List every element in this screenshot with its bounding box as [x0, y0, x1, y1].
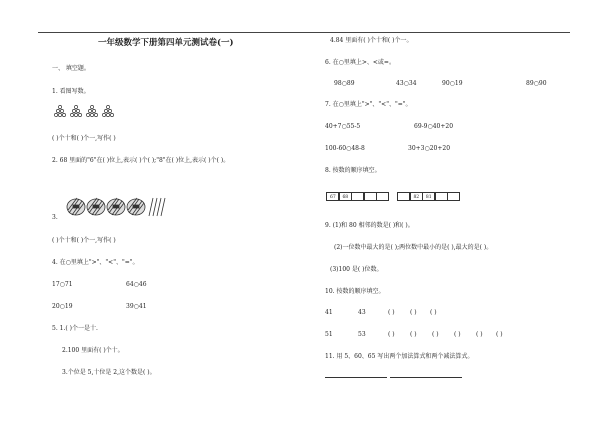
answer-blank-2 [390, 377, 462, 378]
q6-item-1: 98○89 [334, 80, 355, 87]
q10-row1-cell: ( ) [430, 309, 437, 316]
q5-item-3: 3.个位是 5,十位是 2,这个数是( )。 [62, 369, 156, 376]
q10-row1-cell: ( ) [388, 309, 395, 316]
dot-triangle-4 [102, 105, 113, 116]
page-title: 一年级数学下册第四单元测试卷(一) [98, 38, 234, 48]
seq-b-cell [397, 192, 410, 201]
q6-item-2: 43○34 [396, 80, 417, 87]
q10-row2-cell: ( ) [454, 331, 461, 338]
stick-bundles-figure [66, 196, 166, 218]
triangle-dots-figure [54, 105, 124, 119]
stick-bundle-1 [67, 198, 85, 215]
seq-a-cell [376, 192, 389, 201]
q10-row1-cell: 43 [358, 309, 366, 316]
seq-b-cell: 82 [410, 192, 423, 201]
q4-compare-a2: 64○46 [126, 281, 147, 288]
q6-item-4: 89○90 [526, 80, 547, 87]
q10-row2-cell: ( ) [410, 331, 417, 338]
q8-sequence-b [398, 192, 460, 201]
stick-bundle-3 [107, 198, 125, 215]
loose-sticks [149, 198, 165, 216]
stick-bundle-2 [87, 198, 105, 215]
stick-bundle-4 [127, 198, 145, 215]
q7-compare-a1: 40+7○55-5 [325, 123, 361, 130]
q4-compare-b2: 39○41 [126, 303, 147, 310]
q10-row2-cell: ( ) [388, 331, 395, 338]
seq-b-cell [447, 192, 460, 201]
q1-answer-line: ( )个十和( )个一,写作( ) [52, 135, 116, 142]
q2-text: 2. 68 里面的"6"在( )位上,表示( )个( );"8"在( )位上,表示( )个( )。 [52, 157, 230, 164]
dot-triangle-2 [70, 105, 81, 116]
q5-item-1: 5. 1.( )个一是十. [52, 325, 98, 332]
q6-label: 6. 在○里填上>、<或=。 [325, 59, 395, 66]
q4-label: 4. 在○里填上">"、"<"、"="。 [52, 259, 139, 266]
seq-a-cell [364, 192, 377, 201]
q6-item-3: 90○19 [442, 80, 463, 87]
q7-compare-b2: 30+3○20+20 [408, 145, 451, 152]
q1-label: 1. 看图写数。 [52, 88, 90, 95]
q10-row2-cell: ( ) [432, 331, 439, 338]
seq-a-cell [351, 192, 364, 201]
seq-b-cell [435, 192, 448, 201]
q10-row2-cell: ( ) [496, 331, 503, 338]
q4-compare-b1: 20○19 [52, 303, 73, 310]
q10-row2-cell: 53 [358, 331, 366, 338]
q10-row1-cell: ( ) [410, 309, 417, 316]
dot-triangle-3 [86, 105, 97, 116]
q4-84-text: 4.84 里面有( )个十和( )个一。 [330, 37, 413, 44]
q3-label: 3. [52, 214, 58, 221]
q11-text: 11. 用 5、60、65 写出两个加法算式和两个减法算式。 [325, 353, 474, 360]
q5-item-2: 2.100 里面有( )个十。 [62, 347, 124, 354]
seq-b-cell: 81 [422, 192, 435, 201]
dot-triangle-1 [54, 105, 65, 116]
q4-compare-a1: 17○71 [52, 281, 73, 288]
seq-a-cell: 67 [326, 192, 339, 201]
section-one-heading: 一、 填空题。 [52, 65, 90, 72]
q9-part-2: (2)一位数中最大的是( );两位数中最小的是( ),最大的是( )。 [334, 244, 493, 251]
q10-row2-cell: ( ) [476, 331, 483, 338]
q7-compare-a2: 69-9○40+20 [414, 123, 454, 130]
q9-part-3: (3)100 是( )位数。 [330, 266, 383, 273]
header-rule [38, 32, 570, 33]
q10-label: 10. 按数的顺序填空。 [325, 288, 385, 295]
q8-label: 8. 按数的顺序填空。 [325, 167, 381, 174]
q9-part-1: 9. (1)和 80 相邻的数是( )和( )。 [325, 222, 414, 229]
q10-row2-cell: 51 [325, 331, 333, 338]
q7-label: 7. 在○里填上">"、"<"、"="。 [325, 101, 412, 108]
answer-blank-1 [325, 377, 387, 378]
q3-answer-line: ( )个十和( )个一,写作( ) [52, 237, 116, 244]
seq-a-cell: 68 [339, 192, 352, 201]
q7-compare-b1: 100-60○48-8 [325, 145, 365, 152]
q10-row1-cell: 41 [325, 309, 333, 316]
q8-sequence-a [327, 192, 389, 201]
